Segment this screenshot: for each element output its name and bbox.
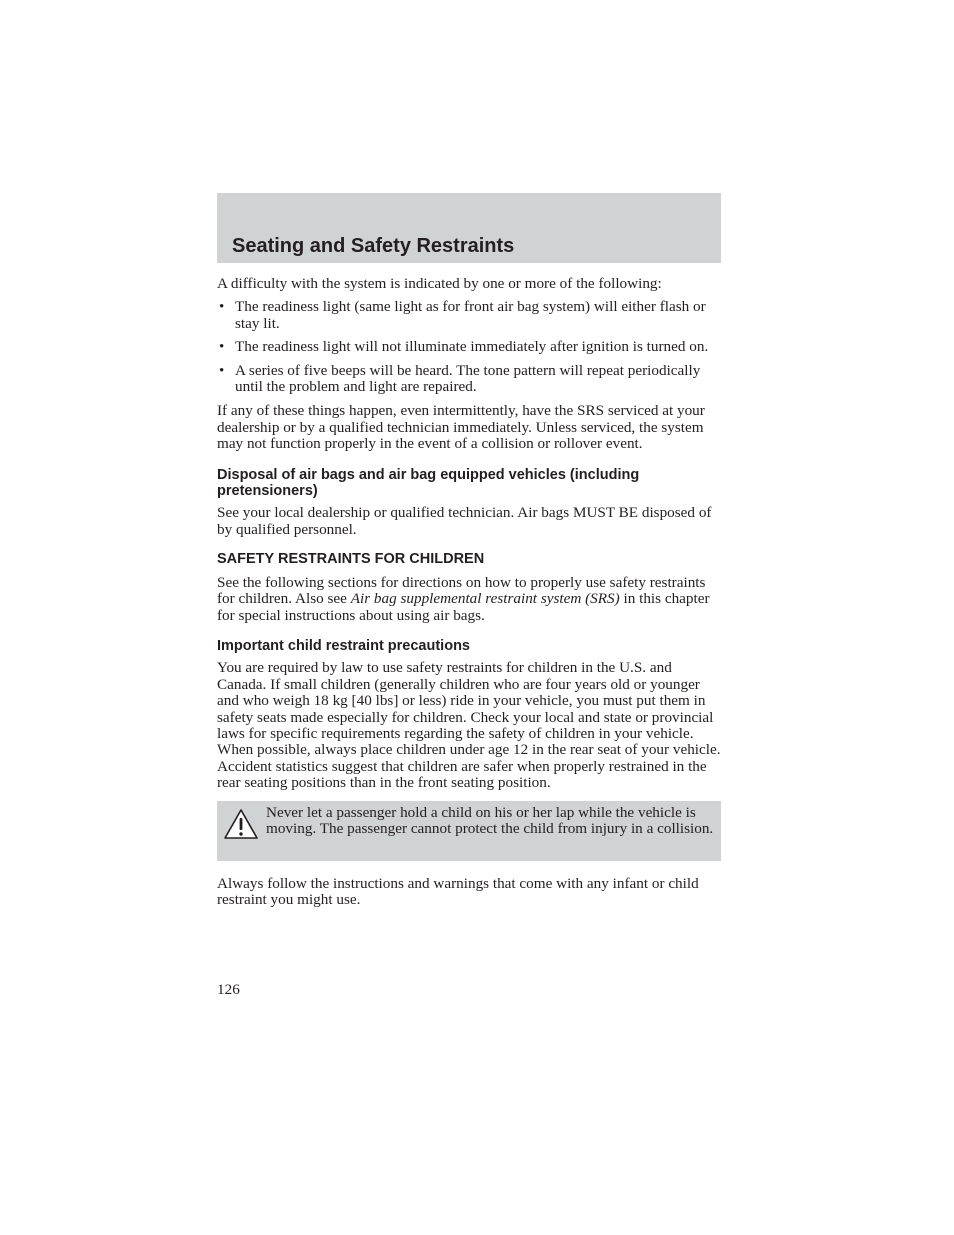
list-item: • The readiness light will not illuminate immediately after ignition is turned on. (219, 338, 709, 356)
disposal-paragraph: See your local dealership or qualified technician. Air bags MUST BE disposed of by qualified personnel. (217, 504, 712, 538)
intro-paragraph: A difficulty with the system is indicated by one or more of the following: (217, 275, 662, 292)
bullet-icon: • (219, 361, 225, 379)
section-title: Seating and Safety Restraints (232, 235, 515, 257)
srs-paragraph: If any of these things happen, even intermittently, have the SRS serviced at your dealership or by a qualified technician immediately. Unless serviced, the system may not function properly in the event of a collision or rollover event. (217, 402, 705, 453)
list-item: • The readiness light (same light as for front air bag system) will either flash or stay lit. (219, 298, 706, 332)
page-content (217, 276, 721, 908)
bullet-icon: • (219, 338, 225, 356)
list-item: • A series of five beeps will be heard. The tone pattern will repeat periodically until the problem and light are repaired. (219, 361, 701, 396)
bullet-icon: • (219, 298, 225, 316)
children-paragraph: See the following sections for directions on how to properly use safety restraints for children. Also see Air bag supplemental restraint system (SRS) in this chapter for special instructions about using air bags. (217, 573, 710, 624)
closing-paragraph: Always follow the instructions and warnings that come with any infant or child restraint you might use. (217, 874, 699, 908)
warning-triangle-icon (223, 808, 259, 840)
disposal-heading: Disposal of air bags and air bag equipped vehicles (including pretensioners) (217, 466, 640, 500)
page-number: 126 (217, 981, 240, 998)
srs-reference: Air bag supplemental restraint system (SRS) (350, 590, 620, 608)
difficulty-list (217, 299, 721, 395)
section-header-band (217, 193, 721, 263)
precautions-heading: Important child restraint precautions (217, 637, 470, 654)
children-heading: SAFETY RESTRAINTS FOR CHILDREN (217, 551, 485, 568)
precautions-paragraph: You are required by law to use safety restraints for children in the U.S. and Canada. If small children (generally children who are four years old or younger and who weigh 18 kg [40 lbs] or less) ride in your vehicle, you must put them in safety seats made especially for children. Check your local and state or provincial laws for specific requirements regarding the safety of children in your vehicle. When possible, always place children under age 12 in the rear seat of your vehicle. Accident statistics suggest that children are safer when properly restrained in the rear seating positions than in the front seating position. (217, 659, 721, 792)
warning-text: Never let a passenger hold a child on his or her lap while the vehicle is moving. The passenger cannot protect the child from injury in a collision. (266, 803, 714, 837)
warning-box (217, 801, 721, 861)
